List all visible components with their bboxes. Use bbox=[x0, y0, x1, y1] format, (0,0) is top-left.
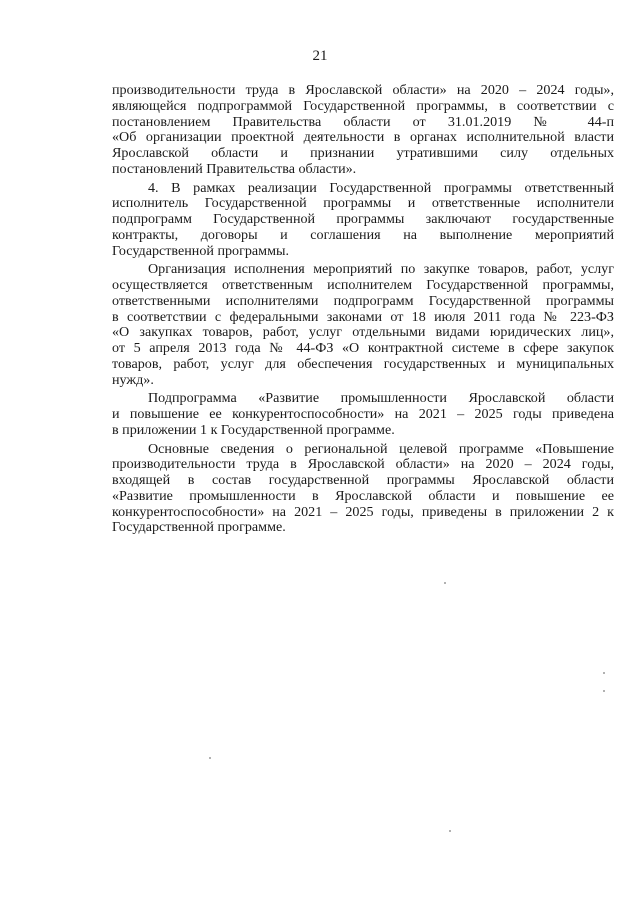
scan-speck bbox=[209, 757, 211, 759]
paragraph-2 bbox=[112, 181, 614, 260]
text-line: «Об организации проектной деятельности в органах исполнительной власти bbox=[112, 129, 614, 146]
text-line: 4. В рамках реализации Государственной программы ответственный bbox=[148, 179, 614, 196]
paragraph-1 bbox=[112, 83, 614, 178]
text-line: контракты, договоры и соглашения на выполнение мероприятий bbox=[112, 226, 614, 243]
text-line: производительности труда в Ярославской области» на 2020 – 2024 годы», bbox=[112, 82, 614, 98]
text-line: исполнитель Государственной программы и ответственные исполнители bbox=[112, 195, 614, 212]
text-line: постановлений Правительства области». bbox=[112, 160, 357, 177]
text-line: конкурентоспособности» на 2021 – 2025 годы, приведены в приложении 2 к bbox=[112, 503, 614, 520]
scan-speck bbox=[603, 672, 605, 674]
text-line: в приложении 1 к Государственной программе. bbox=[112, 421, 395, 438]
text-line: постановлением Правительства области от 31.01.2019 № 44-п bbox=[112, 113, 614, 130]
text-line: нужд». bbox=[112, 371, 154, 388]
text-line: Государственной программы. bbox=[112, 242, 289, 259]
text-line: производительности труда в Ярославской области» на 2020 – 2024 годы, bbox=[112, 456, 614, 473]
text-line: Подпрограмма «Развитие промышленности Ярославской области bbox=[148, 390, 614, 407]
scan-speck bbox=[449, 830, 451, 832]
text-line: «О закупках товаров, работ, услуг отдельными видами юридических лиц», bbox=[112, 324, 614, 341]
text-line: и повышение ее конкурентоспособности» на 2021 – 2025 годы приведена bbox=[112, 406, 614, 422]
text-line: Организация исполнения мероприятий по закупке товаров, работ, услуг bbox=[148, 261, 614, 278]
text-line: входящей в состав государственной программы Ярославской области bbox=[112, 472, 614, 488]
text-line: Государственной программе. bbox=[112, 519, 286, 536]
page-number: 21 bbox=[312, 48, 328, 64]
text-line: Ярославской области и признании утратившими силу отдельных bbox=[112, 145, 614, 161]
paragraph-5 bbox=[112, 442, 614, 537]
text-line: в соответствии с федеральными законами от 18 июля 2011 года № 223-ФЗ bbox=[112, 308, 614, 325]
text-line: подпрограмм Государственной программы заключают государственные bbox=[112, 211, 614, 227]
text-line: ответственными исполнителями подпрограмм Государственной программы bbox=[112, 292, 614, 309]
scan-speck bbox=[603, 690, 605, 692]
document-body bbox=[112, 83, 614, 536]
paragraph-4 bbox=[112, 391, 614, 438]
text-line: Основные сведения о региональной целевой программе «Повышение bbox=[148, 440, 614, 457]
scan-speck bbox=[444, 582, 446, 584]
paragraph-3 bbox=[112, 262, 614, 388]
text-line: осуществляется ответственным исполнителем Государственной программы, bbox=[112, 277, 614, 293]
text-line: являющейся подпрограммой Государственной программы, в соответствии с bbox=[112, 97, 614, 114]
text-line: от 5 апреля 2013 года № 44-ФЗ «О контрактной системе в сфере закупок bbox=[112, 340, 614, 356]
text-line: товаров, работ, услуг для обеспечения государственных и муниципальных bbox=[112, 355, 614, 372]
text-line: «Развитие промышленности в Ярославской области и повышение ее bbox=[112, 487, 614, 504]
